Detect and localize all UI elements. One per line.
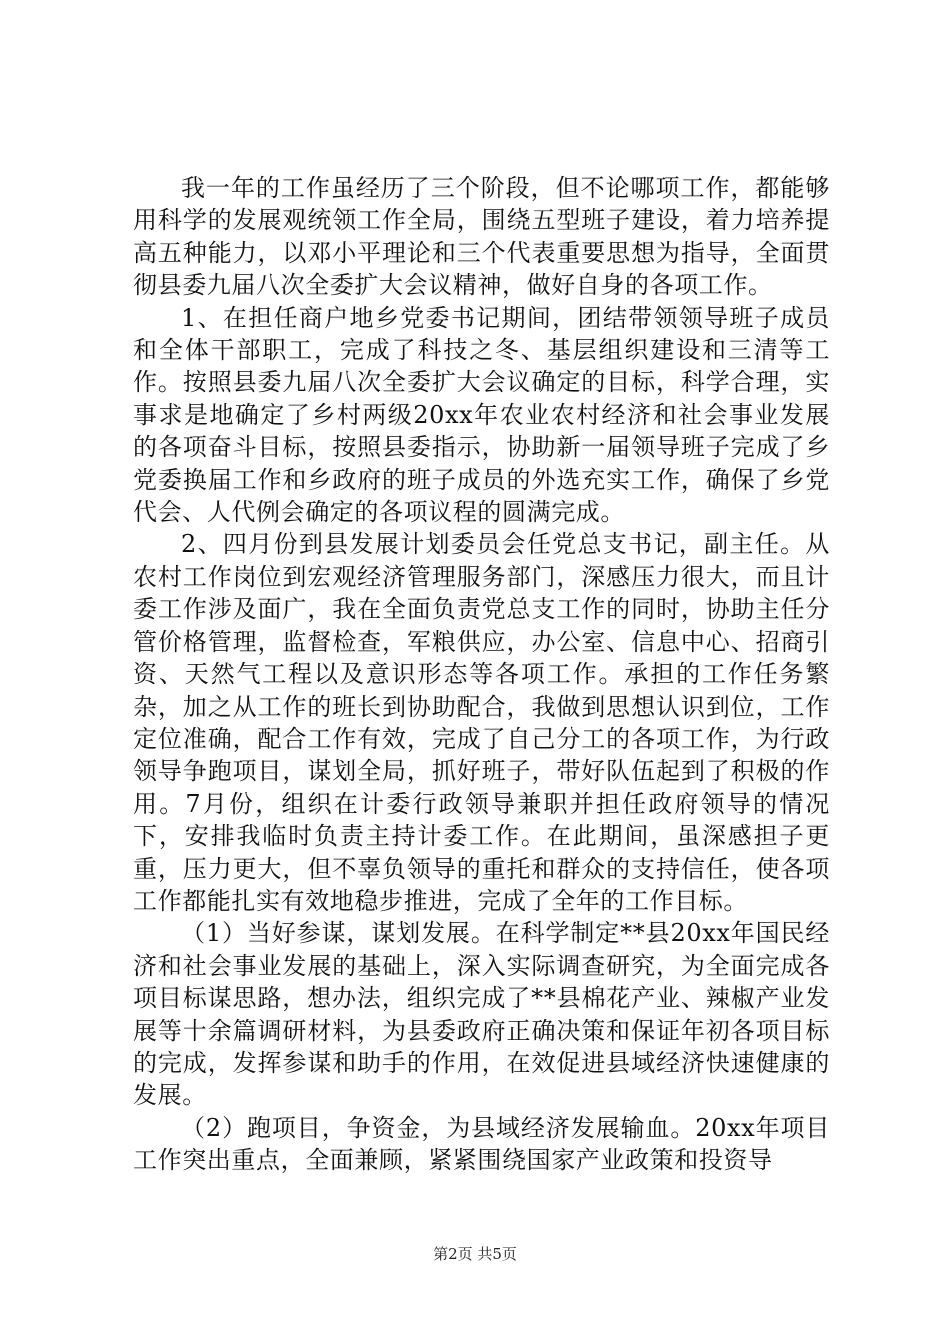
paragraph-subitem-2: （2）跑项目，争资金，为县域经济发展输血。20xx年项目工作突出重点，全面兼顾，紧紧围绕国家产业政策和投资导	[133, 1113, 830, 1175]
paragraph-item-1: 1、在担任商户地乡党委书记期间，团结带领领导班子成员和全体干部职工，完成了科技之冬、基层组织建设和三清等工作。按照县委九届八次全委扩大会议确定的目标，科学合理，实事求是地确定了乡村两级20xx年农业农村经济和社会事业发展的各项奋斗目标，按照县委指示，协助新一届领导班子完成了乡党委换届工作和乡政府的班子成员的外选充实工作，确保了乡党代会、人代例会确定的各项议程的圆满完成。	[133, 303, 830, 527]
paragraph-intro: 我一年的工作虽经历了三个阶段，但不论哪项工作，都能够用科学的发展观统领工作全局，围绕五型班子建设，着力培养提高五种能力，以邓小平理论和三个代表重要思想为指导，全面贯彻县委九届八次全委扩大会议精神，做好自身的各项工作。	[133, 174, 830, 300]
paragraph-subitem-1: （1）当好参谋，谋划发展。在科学制定**县20xx年国民经济和社会事业发展的基础上，深入实际调查研究，为全面完成各项目标谋思路，想办法，组织完成了**县棉花产业、辣椒产业发展等十余篇调研材料，为县委政府正确决策和保证年初各项目标的完成，发挥参谋和助手的作用，在效促进县域经济快速健康的发展。	[133, 919, 830, 1110]
page-number-footer: 第2页 共5页	[433, 1245, 517, 1263]
document-body	[133, 172, 830, 1177]
paragraph-item-2: 2、四月份到县发展计划委员会任党总支书记，副主任。从农村工作岗位到宏观经济管理服务部门，深感压力很大，而且计委工作涉及面广，我在全面负责党总支工作的同时，协助主任分管价格管理，监督检查，军粮供应，办公室、信息中心、招商引资、天然气工程以及意识形态等各项工作。承担的工作任务繁杂，加之从工作的班长到协助配合，我做到思想认识到位，工作定位准确，配合工作有效，完成了自己分工的各项工作，为行政领导争跑项目，谋划全局，抓好班子，带好队伍起到了积极的作用。7月份，组织在计委行政领导兼职并担任政府领导的情况下，安排我临时负责主持计委工作。在此期间，虽深感担子更重，压力更大，但不辜负领导的重托和群众的支持信任，使各项工作都能扎实有效地稳步推进，完成了全年的工作目标。	[133, 530, 830, 915]
